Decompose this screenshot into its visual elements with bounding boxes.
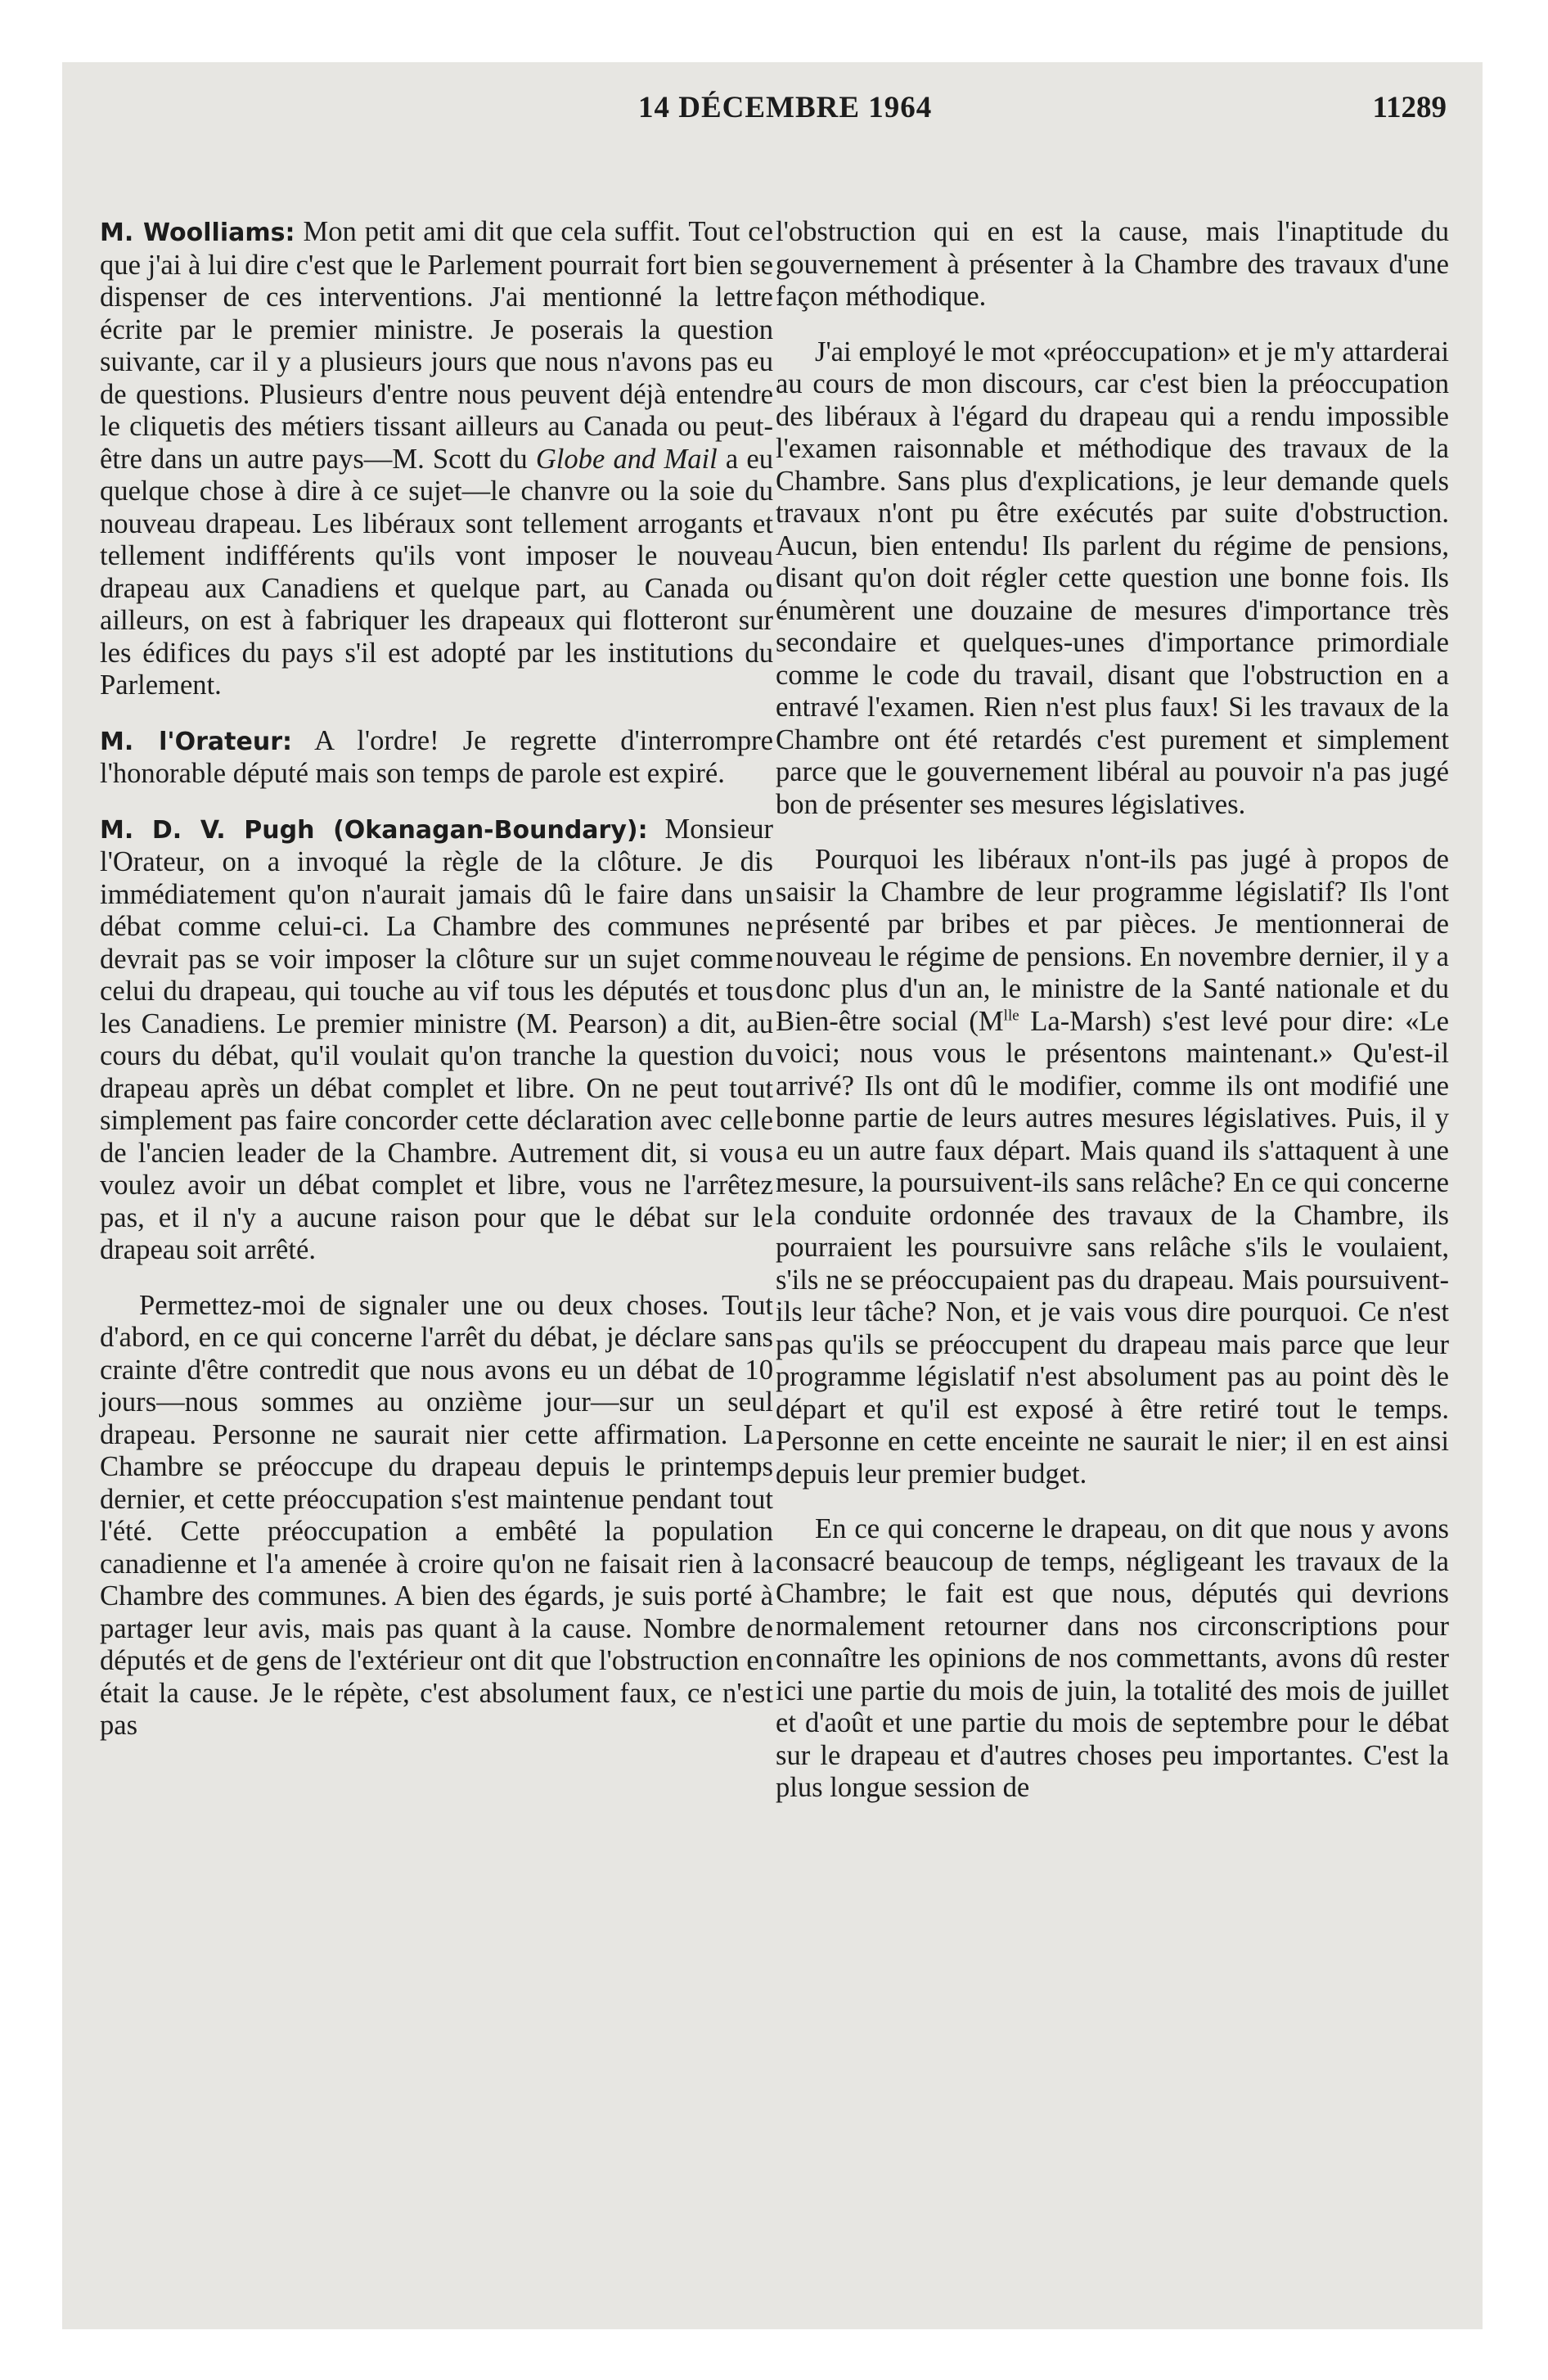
page-header bbox=[0, 90, 1548, 139]
paragraph-text: Pourquoi les libéraux n'ont-ils pas jugé à propos de saisir la Chambre de leur programme législatif? Ils l'ont présenté par bribes et par pièces. Je mentionnerai de nouveau le régime de pensions. En novembre dernier, il y a donc plus d'un an, le ministre de la Santé nationale et du Bien-être social (M bbox=[776, 844, 1449, 1037]
page-number: 11289 bbox=[1372, 91, 1447, 124]
paragraph-text: A l'ordre! Je regrette d'interrompre l'honorable député mais son temps de parole est expiré. bbox=[100, 724, 773, 789]
paragraph-text: Permettez-moi de signaler une ou deux choses. Tout d'abord, en ce qui concerne l'arrêt du débat, je déclare sans crainte d'être contredit que nous avons eu un débat de 10 jours—nous sommes au onzième jour—sur un seul drapeau. Personne ne saurait nier cette affirmation. La Chambre se préoccupe du drapeau depuis le printemps dernier, et cette préoccupation s'est maintenue pendant tout l'été. Cette préoccupation a embêté la population canadienne et l'a amenée à croire qu'on ne faisait rien à la Chambre des communes. A bien des égards, je suis porté à partager leur avis, mais pas quant à la cause. Nombre de députés et de gens de l'extérieur ont dit que l'obstruction en était la cause. Je le répète, c'est absolument faux, ce n'est pas bbox=[100, 1289, 773, 1741]
speaker-name: M. Woolliams: bbox=[100, 219, 295, 247]
left-column bbox=[100, 216, 773, 1742]
paragraph-orateur bbox=[100, 725, 773, 791]
paragraph-text: l'obstruction qui en est la cause, mais l'inaptitude du gouvernement à présenter à la Chambre des travaux d'une façon méthodique. bbox=[776, 216, 1449, 312]
header-date: 14 DÉCEMBRE 1964 bbox=[638, 91, 933, 124]
paragraph-text: J'ai employé le mot «préoccupation» et je m'y attarderai au cours de mon discours, car c'est bien la préoccupation des libéraux à l'égard du drapeau qui a rendu impossible l'examen raisonnable et méthodique des travaux de la Chambre. Sans plus d'explications, je leur demande quels travaux n'ont pu être exécutés par suite d'obstruction. Aucun, bien entendu! Ils parlent du régime de pensions, disant qu'on doit régler cette question une bonne fois. Ils énumèrent une douzaine de mesures d'importance très secondaire et quelques-unes d'importance primordiale comme le code du travail, disant que l'obstruction en a entravé l'examen. Rien n'est plus faux! Si les travaux de la Chambre ont été retardés c'est purement et simplement parce que le gouvernement libéral au pouvoir n'a pas jugé bon de présenter ses mesures législatives. bbox=[776, 336, 1449, 820]
newspaper-title: Globe and Mail bbox=[535, 443, 718, 475]
paragraph-woolliams bbox=[100, 216, 773, 702]
paragraph-text: Mon petit ami dit que cela suffit. Tout ce que j'ai à lui dire c'est que le Parlement pourrait fort bien se dispenser de ces interventions. J'ai mentionné la lettre écrite par le premier ministre. Je poserais la question suivante, car il y a plusieurs jours que nous n'avons pas eu de questions. Plusieurs d'entre nous peuvent déjà entendre le cliquetis des métiers tissant ailleurs au Canada ou peut-être dans un autre pays—M. Scott du bbox=[100, 216, 773, 475]
speaker-name: M. l'Orateur: bbox=[100, 727, 292, 756]
right-column bbox=[776, 216, 1449, 1805]
paragraph-text: En ce qui concerne le drapeau, on dit que nous y avons consacré beaucoup de temps, négligeant les travaux de la Chambre; le fait est que nous, députés qui devrions normalement retourner dans nos circonscriptions pour connaître les opinions de nos commettants, avons dû rester ici une partie du mois de juin, la totalité des mois de juillet et d'août et une partie du mois de septembre pour le débat sur le drapeau et d'autres choses peu importantes. C'est la plus longue session de bbox=[776, 1513, 1449, 1803]
paragraph-text: a eu quelque chose à dire à ce sujet—le chanvre ou la soie du nouveau drapeau. Les libéraux sont tellement arrogants et tellement indifférents qu'ils vont imposer le nouveau drapeau aux Canadiens et quelque part, au Canada ou ailleurs, on est à fabriquer les drapeaux qui flotteront sur les édifices du pays s'il est adopté par les institutions du Parlement. bbox=[100, 443, 774, 701]
title-abbreviation: lle bbox=[1003, 1006, 1019, 1024]
paragraph-text: Monsieur l'Orateur, on a invoqué la règle de la clôture. Je dis immédiatement qu'on n'aurait jamais dû le faire dans un débat comme celui-ci. La Chambre des communes ne devrait pas se voir imposer la clôture sur un sujet comme celui du drapeau, qui touche au vif tous les députés et tous les Canadiens. Le premier ministre (M. Pearson) a dit, au cours du débat, qu'il voulait qu'on tranche la question du drapeau après un débat complet et libre. On ne peut tout simplement pas faire concorder cette déclaration avec celle de l'ancien leader de la Chambre. Autrement dit, si vous voulez avoir un débat complet et libre, vous ne l'arrêtez pas, et il n'y a aucune raison pour que le débat sur le drapeau soit arrêté. bbox=[100, 813, 774, 1265]
speaker-name: M. D. V. Pugh (Okanagan-Boundary): bbox=[100, 815, 648, 845]
paragraph-text: La-Marsh) s'est levé pour dire: «Le voici; nous vous le présentons maintenant.» Qu'est-il arrivé? Ils ont dû le modifier, comme ils ont modifié une bonne partie de leurs autres mesures législatives. Puis, il y a eu un autre faux départ. Mais quand ils s'attaquent à une mesure, la poursuivent-ils sans relâche? En ce qui concerne la conduite ordonnée des travaux de la Chambre, ils pourraient les poursuivre sans relâche s'ils le voulaient, s'ils ne se préoccupaient pas du drapeau. Mais poursuivent-ils leur tâche? Non, et je vais vous dire pourquoi. Ce n'est pas qu'ils se préoccupent du drapeau mais parce que leur programme législatif n'est absolument pas au point dès le départ et qu'il est exposé à être retiré tout le temps. Personne en cette enceinte ne saurait le nier; il en est ainsi depuis leur premier budget. bbox=[776, 1005, 1449, 1490]
paragraph-legislative-program bbox=[776, 844, 1449, 1490]
paragraph-pugh bbox=[100, 814, 773, 1267]
